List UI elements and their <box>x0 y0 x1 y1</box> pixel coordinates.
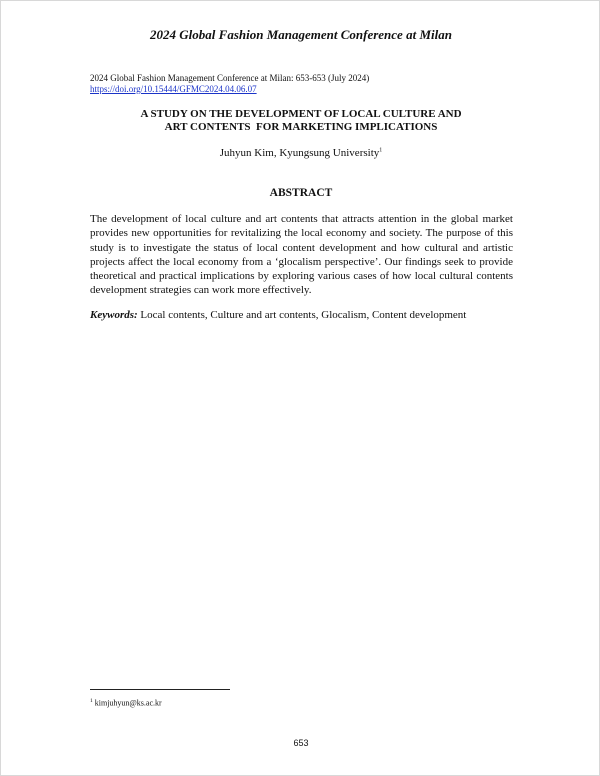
footnote-divider <box>90 689 230 690</box>
title-line-1: A STUDY ON THE DEVELOPMENT OF LOCAL CULTURE AND <box>140 108 462 120</box>
citation-text: 2024 Global Fashion Management Conference at Milan: 653-653 (July 2024) <box>90 73 370 83</box>
keywords-label: Keywords: <box>90 309 138 321</box>
title-line-2: ART CONTENTS FOR MARKETING IMPLICATIONS <box>164 121 438 133</box>
footnote-email: kimjuhyun@ks.ac.kr <box>94 698 162 708</box>
keywords-line <box>90 309 520 321</box>
keywords-text: Local contents, Culture and art contents, Glocalism, Content development <box>140 309 467 321</box>
abstract-body: The development of local culture and art contents that attracts attention in the global market provides new opportunities for revitalizing the local economy and society. The purpose of this study is to investigate the status of local content development and how cultural and artistic projects affect the local economy from a ‘glocalism perspective’. Our findings seek to provide theoretical and practical implications by exploring various cases of how local cultural contents development strategies can work more effectively. <box>90 213 513 297</box>
footnote <box>90 698 162 708</box>
author-line <box>1 147 600 159</box>
citation-block <box>90 73 369 95</box>
author-name: Juhyun Kim, Kyungsung University <box>219 147 380 159</box>
author-footnote-mark: 1 <box>379 147 383 154</box>
footnote-mark: 1 <box>90 698 93 704</box>
abstract-heading: ABSTRACT <box>269 187 333 199</box>
doi-link[interactable]: https://doi.org/10.15444/GFMC2024.04.06.07 <box>90 84 257 94</box>
paper-title <box>61 108 541 134</box>
running-header: 2024 Global Fashion Management Conference at Milan <box>150 27 452 42</box>
page-number: 653 <box>293 738 309 748</box>
